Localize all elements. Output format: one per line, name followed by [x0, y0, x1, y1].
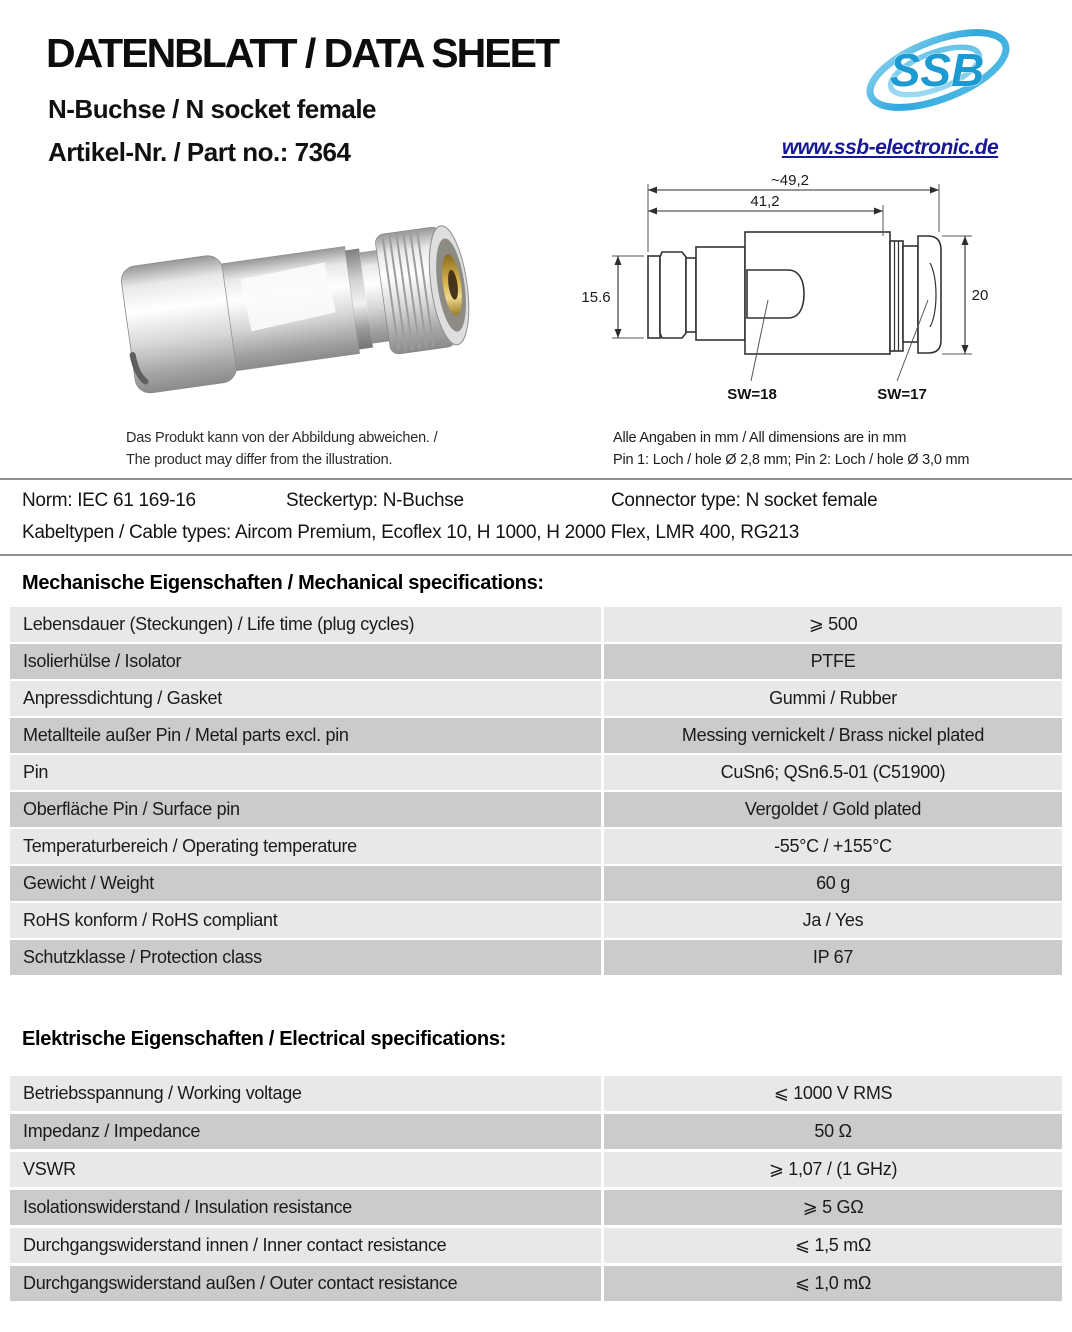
electrical-table: [10, 1076, 1062, 1304]
spec-value: Ja / Yes: [604, 903, 1062, 938]
table-row: [10, 792, 1062, 827]
spec-value: ⩾ 1,07 / (1 GHz): [604, 1152, 1062, 1187]
spec-label: Gewicht / Weight: [10, 866, 601, 901]
drawing-note: [613, 427, 969, 471]
dim-overall-label: ~49,2: [771, 172, 809, 189]
ssb-logo: [858, 22, 1018, 126]
table-row: [10, 903, 1062, 938]
dim-right-height-label: 20: [971, 287, 989, 304]
cable-types-value: Kabeltypen / Cable types: Aircom Premium, Ecoflex 10, H 1000, H 2000 Flex, LMR 400, RG213: [22, 522, 799, 543]
logo-text: SSB: [889, 44, 985, 96]
norm-section: [0, 478, 1072, 556]
spec-label: Metallteile außer Pin / Metal parts excl. pin: [10, 718, 601, 753]
spec-label: Durchgangswiderstand außen / Outer contact resistance: [10, 1266, 601, 1301]
table-row: [10, 607, 1062, 642]
table-row: [10, 718, 1062, 753]
drawing-note-line2: Pin 1: Loch / hole Ø 2,8 mm; Pin 2: Loch / hole Ø 3,0 mm: [613, 452, 970, 468]
spec-value: 50 Ω: [604, 1114, 1062, 1149]
spec-label: VSWR: [10, 1152, 601, 1187]
spec-value: Vergoldet / Gold plated: [604, 792, 1062, 827]
table-row: [10, 644, 1062, 679]
photo-caption-line1: Das Produkt kann von der Abbildung abweichen. /: [126, 430, 438, 446]
norm-value: Norm: IEC 61 169-16: [22, 490, 196, 511]
table-row: [10, 1266, 1062, 1301]
spec-value: ⩽ 1,0 mΩ: [604, 1266, 1062, 1301]
spec-label: Impedanz / Impedance: [10, 1114, 601, 1149]
spec-label: Isolierhülse / Isolator: [10, 644, 601, 679]
spec-value: Gummi / Rubber: [604, 681, 1062, 716]
connector-outline: [648, 232, 941, 354]
steckertyp-value: Steckertyp: N-Buchse: [286, 490, 464, 511]
spec-value: -55°C / +155°C: [604, 829, 1062, 864]
table-row: [10, 1152, 1062, 1187]
table-row: [10, 1114, 1062, 1149]
spec-label: Oberfläche Pin / Surface pin: [10, 792, 601, 827]
spec-label: Temperaturbereich / Operating temperature: [10, 829, 601, 864]
spec-value: Messing vernickelt / Brass nickel plated: [604, 718, 1062, 753]
spec-value: IP 67: [604, 940, 1062, 975]
table-row: [10, 866, 1062, 901]
wrench-size-left-label: SW=18: [727, 386, 777, 403]
dim-left-height-label: 15.6: [581, 289, 611, 306]
spec-value: PTFE: [604, 644, 1062, 679]
spec-label: Betriebsspannung / Working voltage: [10, 1076, 601, 1111]
spec-label: Durchgangswiderstand innen / Inner contact resistance: [10, 1228, 601, 1263]
connector-type-value: Connector type: N socket female: [611, 490, 878, 511]
spec-value: ⩾ 5 GΩ: [604, 1190, 1062, 1225]
spec-label: Anpressdichtung / Gasket: [10, 681, 601, 716]
electrical-heading: Elektrische Eigenschaften / Electrical specifications:: [22, 1028, 506, 1050]
page-title: DATENBLATT / DATA SHEET: [46, 30, 559, 76]
photo-caption: [126, 427, 437, 471]
spec-value: CuSn6; QSn6.5-01 (C51900): [604, 755, 1062, 790]
product-subtitle: N-Buchse / N socket female: [48, 94, 377, 124]
part-number: Artikel-Nr. / Part no.: 7364: [48, 137, 351, 167]
mechanical-table: [10, 607, 1062, 977]
spec-label: Pin: [10, 755, 601, 790]
spec-label: Schutzklasse / Protection class: [10, 940, 601, 975]
table-row: [10, 940, 1062, 975]
mechanical-heading: Mechanische Eigenschaften / Mechanical specifications:: [22, 572, 544, 594]
table-row: [10, 681, 1062, 716]
spec-label: Isolationswiderstand / Insulation resistance: [10, 1190, 601, 1225]
technical-drawing: [575, 168, 1072, 422]
spec-label: RoHS konform / RoHS compliant: [10, 903, 601, 938]
spec-value: ⩾ 500: [604, 607, 1062, 642]
spec-value: ⩽ 1,5 mΩ: [604, 1228, 1062, 1263]
drawing-note-line1: Alle Angaben in mm / All dimensions are in mm: [613, 430, 907, 446]
spec-label: Lebensdauer (Steckungen) / Life time (plug cycles): [10, 607, 601, 642]
table-row: [10, 1076, 1062, 1111]
ssb-logo-graphic: [858, 22, 1018, 126]
website-link[interactable]: www.ssb-electronic.de: [781, 136, 999, 159]
table-row: [10, 1228, 1062, 1263]
table-row: [10, 829, 1062, 864]
table-row: [10, 755, 1062, 790]
wrench-size-right-label: SW=17: [877, 386, 927, 403]
product-photo: [112, 190, 507, 408]
spec-value: ⩽ 1000 V RMS: [604, 1076, 1062, 1111]
photo-caption-line2: The product may differ from the illustration.: [126, 452, 393, 468]
dim-body-label: 41,2: [750, 193, 780, 210]
table-row: [10, 1190, 1062, 1225]
spec-value: 60 g: [604, 866, 1062, 901]
